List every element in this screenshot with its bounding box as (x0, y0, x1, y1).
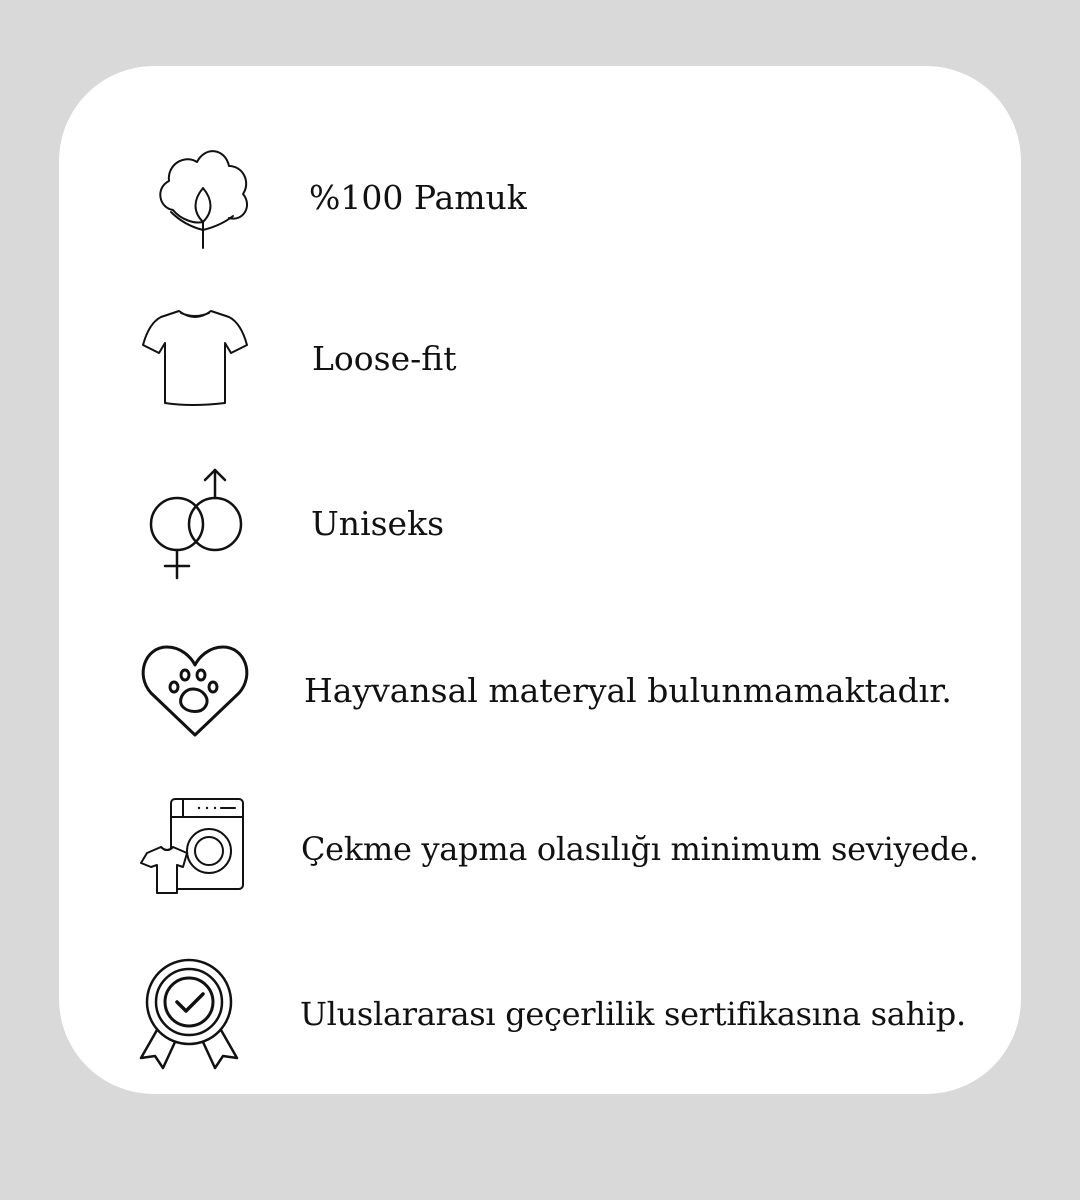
feature-item-certificate (59, 954, 1021, 1074)
heart-paw-icon (135, 631, 255, 751)
feature-label: Çekme yapma olasılığı minimum seviyede. (301, 830, 979, 868)
feature-item-unisex (59, 464, 1021, 584)
feature-label: Hayvansal materyal bulunmamaktadır. (304, 671, 952, 710)
certificate-badge-icon (133, 954, 253, 1074)
feature-label: %100 Pamuk (309, 178, 527, 217)
feature-item-shrink (59, 789, 1021, 909)
feature-item-animal-free (59, 631, 1021, 751)
washing-machine-icon (133, 789, 253, 909)
cotton-icon (141, 138, 261, 258)
feature-card (59, 66, 1021, 1094)
feature-item-fit (59, 299, 1021, 419)
feature-item-cotton (59, 138, 1021, 258)
feature-label: Uluslararası geçerlilik sertifikasına sahip. (300, 995, 966, 1033)
feature-label: Loose-fit (312, 339, 457, 378)
tshirt-icon (135, 299, 255, 419)
feature-label: Uniseks (311, 504, 445, 543)
unisex-icon (139, 464, 259, 584)
